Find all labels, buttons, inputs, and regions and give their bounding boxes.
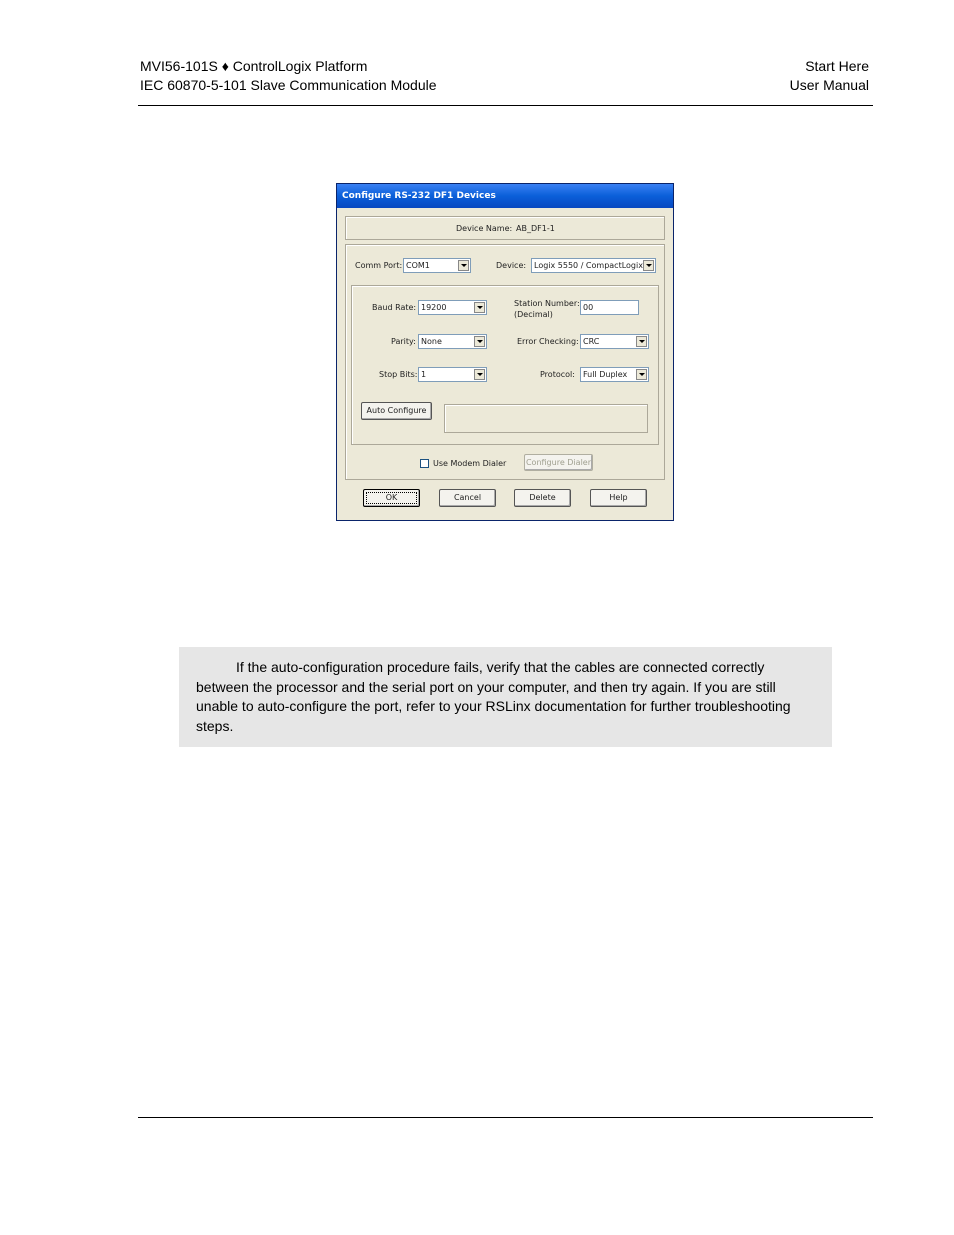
baud-rate-value: 19200 [421, 303, 447, 312]
parity-label: Parity: [391, 337, 416, 346]
auto-configure-status [444, 404, 648, 433]
header-product: MVI56-101S ♦ ControlLogix Platform [140, 58, 368, 74]
device-select[interactable] [531, 258, 656, 273]
page-header-left [140, 57, 437, 95]
configure-df1-dialog [336, 183, 674, 521]
error-checking-label: Error Checking: [517, 337, 579, 346]
auto-configure-button[interactable]: Auto Configure [361, 402, 432, 420]
parity-value: None [421, 337, 442, 346]
comm-port-label: Comm Port: [355, 261, 403, 270]
baud-rate-label: Baud Rate: [372, 303, 417, 312]
cancel-button[interactable]: Cancel [439, 489, 496, 507]
header-section: Start Here [805, 58, 869, 74]
note-text: If the auto-configuration procedure fails, verify that the cables are connected correctly between the processor and the serial port on your computer, and then try again. If you are still unable to auto-configure the port, refer to your RSLinx documentation for further troubleshooting steps. [196, 659, 791, 734]
header-rule [138, 105, 873, 106]
chevron-down-icon[interactable] [643, 260, 654, 271]
comm-port-select[interactable] [403, 258, 471, 273]
ok-button[interactable]: OK [363, 489, 420, 507]
device-value: Logix 5550 / CompactLogix [534, 261, 643, 270]
settings-group [345, 244, 665, 480]
use-modem-dialer-checkbox[interactable] [420, 459, 429, 468]
protocol-label: Protocol: [540, 370, 575, 379]
chevron-down-icon[interactable] [474, 302, 485, 313]
header-module: IEC 60870-5-101 Slave Communication Module [140, 77, 437, 93]
serial-settings-group [351, 285, 659, 445]
stop-bits-select[interactable] [418, 367, 487, 382]
chevron-down-icon[interactable] [636, 369, 647, 380]
footer-rule [138, 1117, 873, 1118]
station-number-input[interactable] [580, 300, 639, 315]
device-name-label: Device Name: [456, 224, 513, 233]
stop-bits-value: 1 [421, 370, 427, 379]
help-button[interactable]: Help [590, 489, 647, 507]
chevron-down-icon[interactable] [636, 336, 647, 347]
chevron-down-icon[interactable] [458, 260, 469, 271]
device-name-value: AB_DF1-1 [516, 224, 555, 233]
device-label: Device: [496, 261, 527, 270]
stop-bits-label: Stop Bits: [379, 370, 418, 379]
chevron-down-icon[interactable] [474, 336, 485, 347]
use-modem-dialer-label: Use Modem Dialer [433, 459, 507, 468]
dialog-title: Configure RS-232 DF1 Devices [337, 184, 673, 208]
parity-select[interactable] [418, 334, 487, 349]
header-doc-type: User Manual [789, 77, 869, 93]
configure-dialer-button[interactable]: Configure Dialer [524, 454, 593, 471]
comm-port-value: COM1 [406, 261, 430, 270]
protocol-value: Full Duplex [583, 370, 628, 379]
page-header-right [790, 57, 869, 95]
station-number-value: 00 [583, 303, 594, 312]
protocol-select[interactable] [580, 367, 649, 382]
device-name-group [345, 216, 665, 240]
error-checking-value: CRC [583, 337, 600, 346]
troubleshooting-note [179, 647, 832, 747]
chevron-down-icon[interactable] [474, 369, 485, 380]
station-number-label: Station Number: [514, 299, 580, 308]
delete-button[interactable]: Delete [514, 489, 571, 507]
station-number-sub: (Decimal) [514, 310, 553, 319]
baud-rate-select[interactable] [418, 300, 487, 315]
error-checking-select[interactable] [580, 334, 649, 349]
